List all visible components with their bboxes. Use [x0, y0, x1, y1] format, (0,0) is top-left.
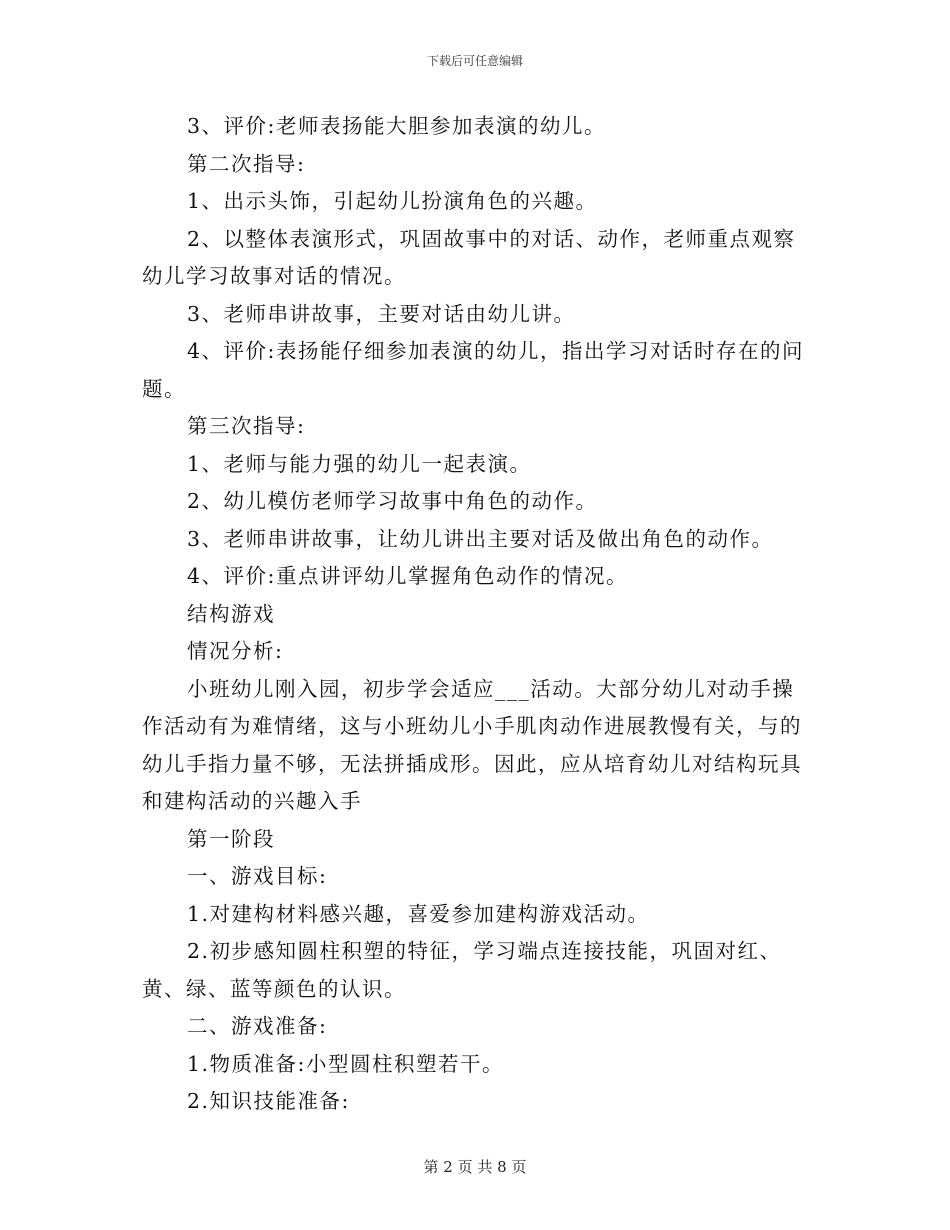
- paragraph: 1.物质准备:小型圆柱积塑若干。: [187, 1051, 504, 1076]
- paragraph: 3、老师串讲故事，让幼儿讲出主要对话及做出角色的动作。: [187, 526, 774, 551]
- paragraph: 2、以整体表演形式，巩固故事中的对话、动作，老师重点观察幼儿学习故事对话的情况。: [142, 226, 796, 288]
- document-body: [142, 108, 810, 1121]
- paragraph: 2.初步感知圆柱积塑的特征，学习端点连接技能，巩固对红、黄、绿、蓝等颜色的认识。: [142, 939, 782, 1001]
- paragraph: 2.知识技能准备:: [187, 1089, 350, 1113]
- paragraph: 小班幼儿刚入园，初步学会适应___活动。大部分幼儿对动手操作活动有为难情绪，这与小班幼儿小手肌肉动作进展教慢有关，与的幼儿手指力量不够，无法拼插成形。因此，应从培育幼儿对结构玩具和建构活动的兴趣入手: [142, 676, 802, 813]
- page-footer: 第 2 页 共 8 页: [423, 1158, 527, 1176]
- section-heading: 第三次指导:: [187, 414, 306, 438]
- section-heading: 二、游戏准备:: [187, 1014, 328, 1038]
- paragraph: 1.对建构材料感兴趣，喜爱参加建构游戏活动。: [187, 901, 650, 926]
- paragraph: 4、评价:表扬能仔细参加表演的幼儿，指出学习对话时存在的问题。: [142, 339, 804, 401]
- paragraph: 1、老师与能力强的幼儿一起表演。: [187, 451, 532, 476]
- paragraph: 4、评价:重点讲评幼儿掌握角色动作的情况。: [187, 564, 628, 588]
- section-heading: 第一阶段: [187, 826, 275, 851]
- paragraph: 2、幼儿模仿老师学习故事中角色的动作。: [187, 489, 598, 513]
- paragraph: 3、老师串讲故事，主要对话由幼儿讲。: [187, 301, 576, 326]
- section-heading: 第二次指导:: [187, 151, 306, 176]
- paragraph: 1、出示头饰，引起幼儿扮演角色的兴趣。: [187, 189, 598, 213]
- section-heading: 结构游戏: [187, 601, 275, 626]
- section-heading: 情况分析:: [187, 639, 284, 663]
- paragraph: 3、评价:老师表扬能大胆参加表演的幼儿。: [187, 114, 606, 138]
- page-header: 下载后可任意编辑: [426, 54, 523, 68]
- section-heading: 一、游戏目标:: [187, 864, 328, 888]
